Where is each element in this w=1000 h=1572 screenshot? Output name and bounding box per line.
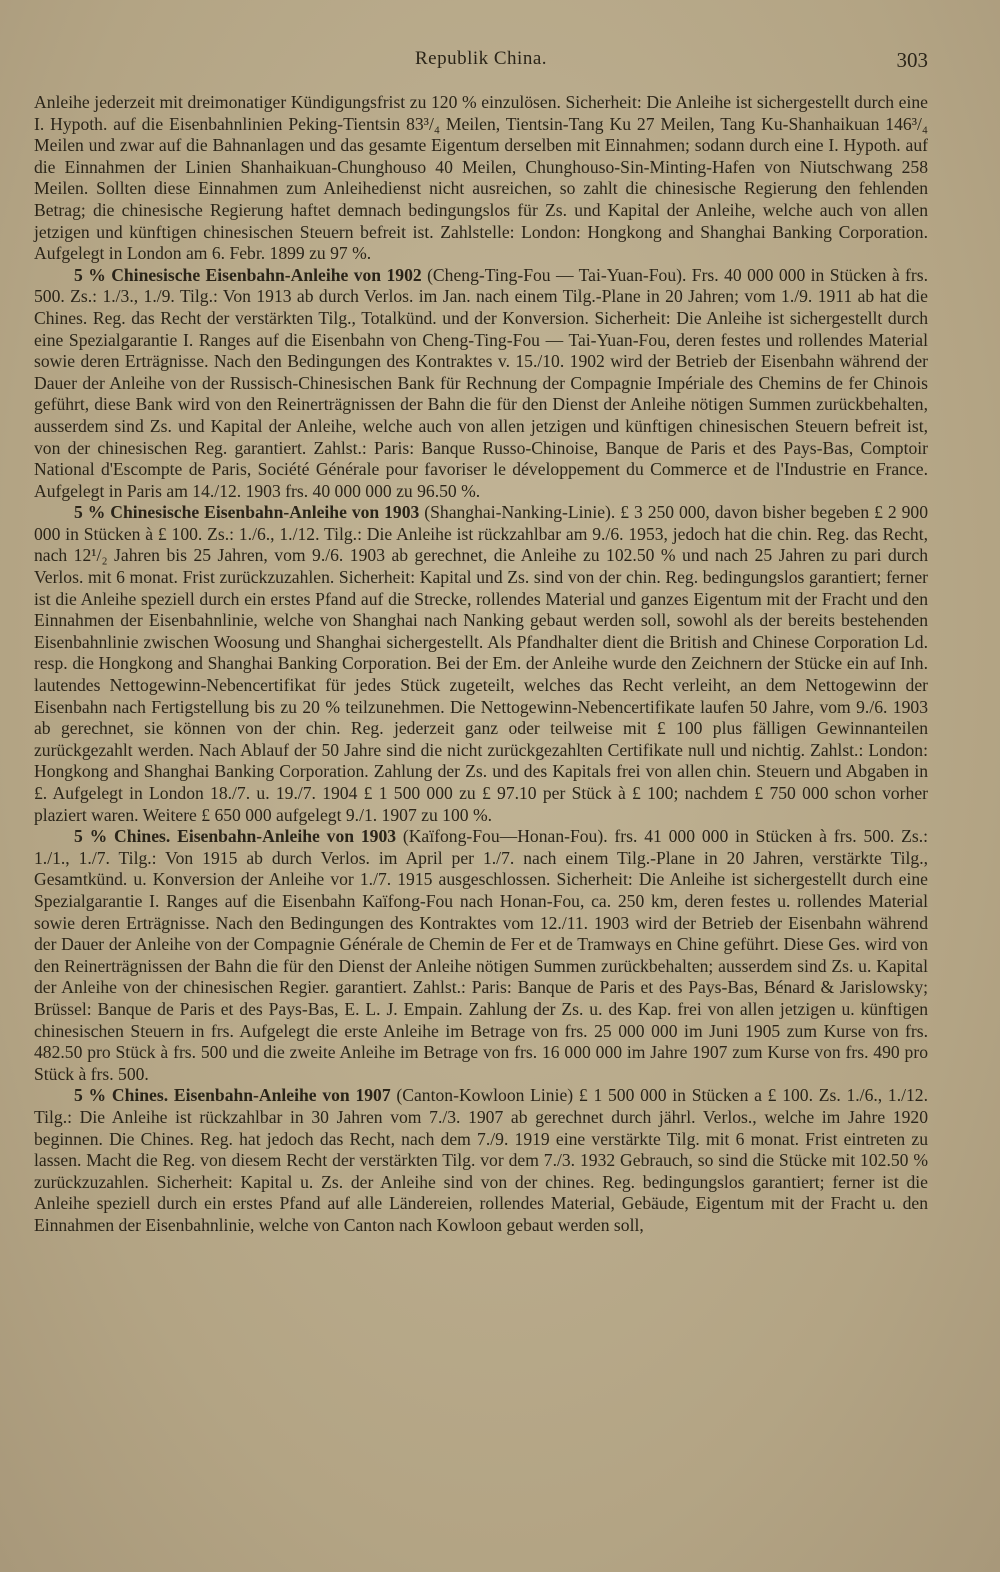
bond-entry-text: (Kaïfong-Fou—Honan-Fou). frs. 41 000 000 in Stücken à frs. 500. Zs.: 1./1., 1./7. Tilg.: Von 1915 ab durch Verlos. im April per 1./7. nach einem Tilg.-Plane in 20 Jahren, verstärkte Tilg., Gesamtkünd. u. Konversion der Anleihe vor 1./7. 1915 ausgeschlossen. Sicherheit: Die Anleihe ist sichergestellt durch eine Spezialgarantie I. Ranges auf die Eisenbahn Kaïfong-Fou nach Honan-Fou, ca. 250 km, deren festes u. rollendes Material sowie deren Erträgnisse. Nach den Bedingungen des Kontraktes vom 12./11. 1903 wird der Betrieb der Eisenbahn während der Dauer der Anleihe von der Compagnie Générale de Chemin de Fer et de Tramways en Chine geführt. Diese Ges. wird von den Reinerträgnissen der Bahn die für den Dienst der Anleihe nötigen Summen zurückbehalten; ausserdem sind Zs. u. Kapital der Anleihe von der chinesischen Regier. garantiert. Zahlst.: Paris: Banque de Paris et des Pays-Bas, Bénard & Jarislowsky; Brüssel: Banque de Paris et des Pays-Bas, E. L. J. Empain. Zahlung der Zs. u. des Kap. frei von allen jetzigen u. künftigen chinesischen Steuern in frs. Aufgelegt die erste Anleihe im Betrage von frs. 25 000 000 im Juni 1905 zum Kurse von frs. 482.50 pro Stück à frs. 500 und die zweite Anleihe im Betrage von frs. 16 000 000 im Jahre 1907 zum Kurse von frs. 490 pro Stück à frs. 500.: [34, 826, 928, 1084]
bond-entry-text: (Cheng-Ting-Fou — Tai-Yuan-Fou). Frs. 40 000 000 in Stücken à frs. 500. Zs.: 1./3., 1./9. Tilg.: Von 1913 ab durch Verlos. im Jan. nach einem Tilg.-Plane in 20 Jahren; vom 1./9. 1911 ab hat die Chines. Reg. das Recht der verstärkten Tilg., Totalkünd. und der Konversion. Sicherheit: Die Anleihe ist sichergestellt durch eine Spezialgarantie I. Ranges auf die Eisenbahn von Cheng-Ting-Fou — Tai-Yuan-Fou, deren festes und rollendes Material sowie deren Erträgnisse. Nach den Bedingungen des Kontraktes v. 15./10. 1902 wird der Betrieb der Eisenbahn während der Dauer der Anleihe von der Russisch-Chinesischen Bank für Rechnung der Compagnie Impériale des Chemins de fer Chinois geführt, diese Bank wird von den Reinerträgnissen der Bahn die für den Dienst der Anleihe nötigen Summen zurückbehalten, ausserdem sind Zs. und Kapital der Anleihe, welche auch von allen jetzigen und künftigen chinesischen Steuern befreit ist, von der chinesischen Reg. garantiert. Zahlst.: Paris: Banque Russo-Chinoise, Banque de Paris et des Pays-Bas, Comptoir National d'Escompte de Paris, Société Générale pour favoriser le développement du Commerce et de l'Industrie en France. Aufgelegt in Paris am 14./12. 1903 frs. 40 000 000 zu 96.50 %.: [34, 264, 928, 501]
bond-entry: [34, 502, 928, 826]
bond-entry: [34, 1085, 928, 1236]
paragraph-text: Anleihe jederzeit mit dreimonatiger Kündigungsfrist zu 120 % einzulösen. Sicherheit: Die Anleihe ist sichergestellt durch eine I. Hypoth. auf die Eisenbahnlinien Peking-Tientsin 83³/₄ Meilen, Tientsin-Tang Ku 27 Meilen, Tang Ku-Shanhaikuan 146³/₄ Meilen und zwar auf die Bahnanlagen und das gesamte Eigentum derselben mit Einnahmen; sodann durch eine I. Hypoth. auf die Einnahmen der Linien Shanhaikuan-Chunghouso 40 Meilen, Chunghouso-Sin-Minting-Hafen von Niutschwang 258 Meilen. Sollten diese Einnahmen zum Anleihedienst nicht ausreichen, so zahlt die chinesische Regierung den fehlenden Betrag; die chinesische Regierung haftet demnach bedingungslos für Zs. und Kapital der Anleihe, welche auch von allen jetzigen und künftigen chinesischen Steuern befreit ist. Zahlstelle: London: Hongkong and Shanghai Banking Corporation. Aufgelegt in London am 6. Febr. 1899 zu 97 %.: [34, 92, 928, 264]
paragraph-continuation: [34, 92, 928, 265]
bond-entry-heading: 5 % Chinesische Eisenbahn-Anleihe von 1903: [74, 502, 420, 523]
bond-entry: [34, 265, 928, 503]
bond-entry-heading: 5 % Chinesische Eisenbahn-Anleihe von 1902: [74, 264, 422, 285]
bond-entry-text: (Canton-Kowloon Linie) £ 1 500 000 in Stücken a £ 100. Zs. 1./6., 1./12. Tilg.: Die Anleihe ist rückzahlbar in 30 Jahren vom 7./3. 1907 ab gerechnet durch jährl. Verlos., welche im Jahre 1920 beginnen. Die Chines. Reg. hat jedoch das Recht, nach dem 7./9. 1919 eine verstärkte Tilg. mit 6 monat. Frist eintreten zu lassen. Macht die Reg. von diesem Recht der verstärkten Tilg. vor dem 7./3. 1932 Gebrauch, so sind die Stücke mit 102.50 % zurückzuzahlen. Sicherheit: Kapital u. Zs. der Anleihe sind von der chines. Reg. bedingungslos garantiert; ferner ist die Anleihe speziell durch ein erstes Pfand auf alle Ländereien, rollendes Material, Gebäude, Eigentum mit der Fracht u. den Einnahmen der Eisenbahnlinie, welche von Canton nach Kowloon gebaut werden soll,: [34, 1085, 928, 1235]
bond-entry-heading: 5 % Chines. Eisenbahn-Anleihe von 1907: [74, 1085, 391, 1106]
running-title: Republik China.: [414, 48, 548, 69]
page-number: 303: [896, 48, 928, 72]
running-header: [34, 48, 928, 92]
bond-entry-heading: 5 % Chines. Eisenbahn-Anleihe von 1903: [74, 826, 397, 847]
bond-entry-text: (Shanghai-Nanking-Linie). £ 3 250 000, davon bisher begeben £ 2 900 000 in Stücken à £ 100. Zs.: 1./6., 1./12. Tilg.: Die Anleihe ist rückzahlbar am 9./6. 1953, jedoch hat die chin. Reg. das Recht, nach 12¹/₂ Jahren bis 25 Jahren, vom 9./6. 1903 ab gerechnet, die Anleihe zu 102.50 % und nach 25 Jahren zu pari durch Verlos. mit 6 monat. Frist zurückzuzahlen. Sicherheit: Kapital und Zs. sind von der chin. Reg. bedingungslos garantiert; ferner ist die Anleihe speziell durch ein erstes Pfand auf die Strecke, rollendes Material und ganzes Eigentum mit der Fracht und den Einnahmen der Eisenbahnlinie, welche von Shanghai nach Nanking gebaut werden soll, sowohl als der bereits bestehenden Eisenbahnlinie zwischen Woosung und Shanghai sichergestellt. Als Pfandhalter dient die British and Chinese Corporation Ld. resp. die Hongkong and Shanghai Banking Corporation. Bei der Em. der Anleihe wurde den Zeichnern der Stücke ein auf Inh. lautendes Nettogewinn-Nebencertifikat für jedes Stück zugeteilt, welches das Recht verleiht, an dem Nettogewinn der Eisenbahn nach Fertigstellung bis zu 20 % teilzunehmen. Die Nettogewinn-Nebencertifikate laufen 50 Jahre, vom 9./6. 1903 ab gerechnet, sie können von der chin. Reg. jederzeit ganz oder teilweise mit £ 100 plus fälligen Gewinnanteilen zurückgezahlt werden. Nach Ablauf der 50 Jahre sind die nicht zurückgezahlten Certifikate null und nichtig. Zahlst.: London: Hongkong and Shanghai Banking Corporation. Zahlung der Zs. und des Kapitals frei von allen chin. Steuern und Abgaben in £. Aufgelegt in London 18./7. u. 19./7. 1904 £ 1 500 000 zu £ 97.10 per Stück à £ 100; nachdem £ 750 000 schon vorher plaziert waren. Weitere £ 650 000 aufgelegt 9./1. 1907 zu 100 %.: [34, 502, 928, 825]
document-body: [34, 92, 928, 1236]
bond-entry: [34, 826, 928, 1085]
